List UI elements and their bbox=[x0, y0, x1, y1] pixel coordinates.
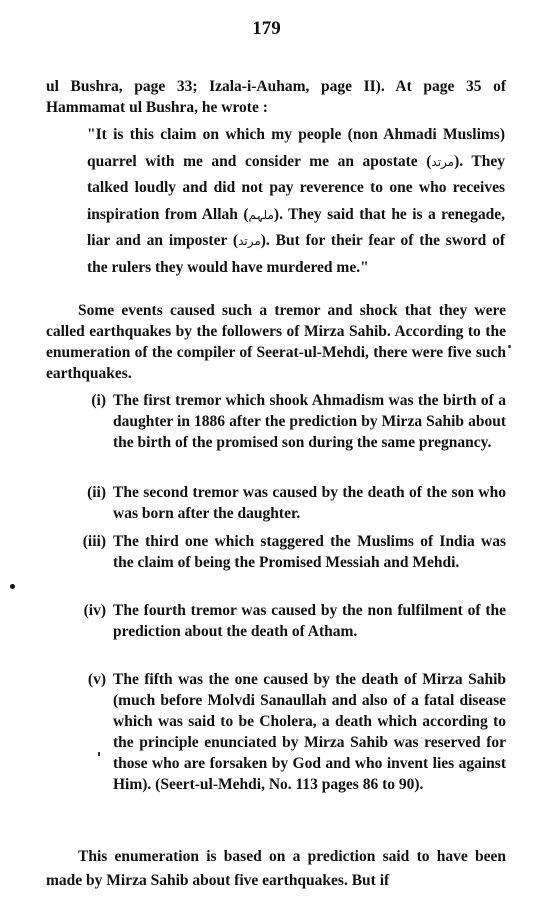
block-quote bbox=[87, 122, 505, 281]
closing-paragraph: This enumeration is based on a prediction said to have been made by Mirza Sahib about five earthquakes. But if bbox=[46, 848, 506, 889]
list-item-label: (v) bbox=[87, 671, 106, 688]
urdu-word-murtad-2: مرتد bbox=[238, 234, 261, 248]
list-item bbox=[70, 600, 506, 642]
scan-speck bbox=[508, 345, 511, 348]
urdu-word-mulham: ملہم bbox=[248, 207, 274, 222]
quote-text-4: ). But for their fear of the sword of the rulers they would have murdered me." bbox=[87, 232, 505, 276]
list-item-text: The third one which staggered the Muslims of India was the claim of being the Promised Messiah and Mehdi. bbox=[113, 533, 506, 571]
scan-speck bbox=[98, 752, 100, 756]
margin-dot-mark bbox=[10, 584, 15, 589]
quote-text-3: ). They said that he is a renegade, liar and an imposter ( bbox=[87, 205, 505, 249]
quote-text-2: ). They talked loudly and did not pay reverence to one who receives inspiration from Allah ( bbox=[87, 152, 505, 223]
list-item-text: The second tremor was caused by the death of the son who was born after the daughter. bbox=[113, 484, 506, 522]
list-item-text: The fourth tremor was caused by the non fulfilment of the prediction about the death of Atham. bbox=[113, 602, 506, 640]
list-item bbox=[70, 482, 506, 524]
list-item-label: (i) bbox=[91, 392, 106, 409]
page-number: 179 bbox=[252, 18, 281, 39]
urdu-word-murtad: مرتد bbox=[431, 154, 455, 169]
list-item-label: (ii) bbox=[87, 484, 106, 501]
list-item bbox=[70, 669, 506, 795]
list-item bbox=[70, 390, 506, 453]
earthquakes-paragraph: Some events caused such a tremor and shock that they were called earthquakes by the followers of Mirza Sahib. According to the enumeration of the compiler of Seerat-ul-Mehdi, there were five such earthquakes. bbox=[46, 302, 506, 382]
list-item-text: The first tremor which shook Ahmadism was the birth of a daughter in 1886 after the prediction by Mirza Sahib about the birth of the promised son during the same pregnancy. bbox=[113, 392, 506, 451]
list-item-label: (iv) bbox=[83, 602, 106, 619]
list-item-label: (iii) bbox=[82, 533, 106, 550]
quote-text-1: "It is this claim on which my people (non Ahmadi Muslims) quarrel with me and consider me an apostate ( bbox=[87, 126, 505, 170]
list-item-text: The fifth was the one caused by the death of Mirza Sahib (much before Molvdi Sanaullah and also of a fatal disease which was said to be Cholera, a death which according to the principle enunciated by Mirza Sahib was reserved for those who are forsaken by God and who invent lies against Him). (Seert-ul-Mehdi, No. 113 pages 86 to 90). bbox=[113, 671, 506, 793]
list-item bbox=[70, 531, 506, 573]
intro-paragraph: ul Bushra, page 33; Izala-i-Auham, page II). At page 35 of Hammamat ul Bushra, he wrote : bbox=[46, 78, 506, 116]
